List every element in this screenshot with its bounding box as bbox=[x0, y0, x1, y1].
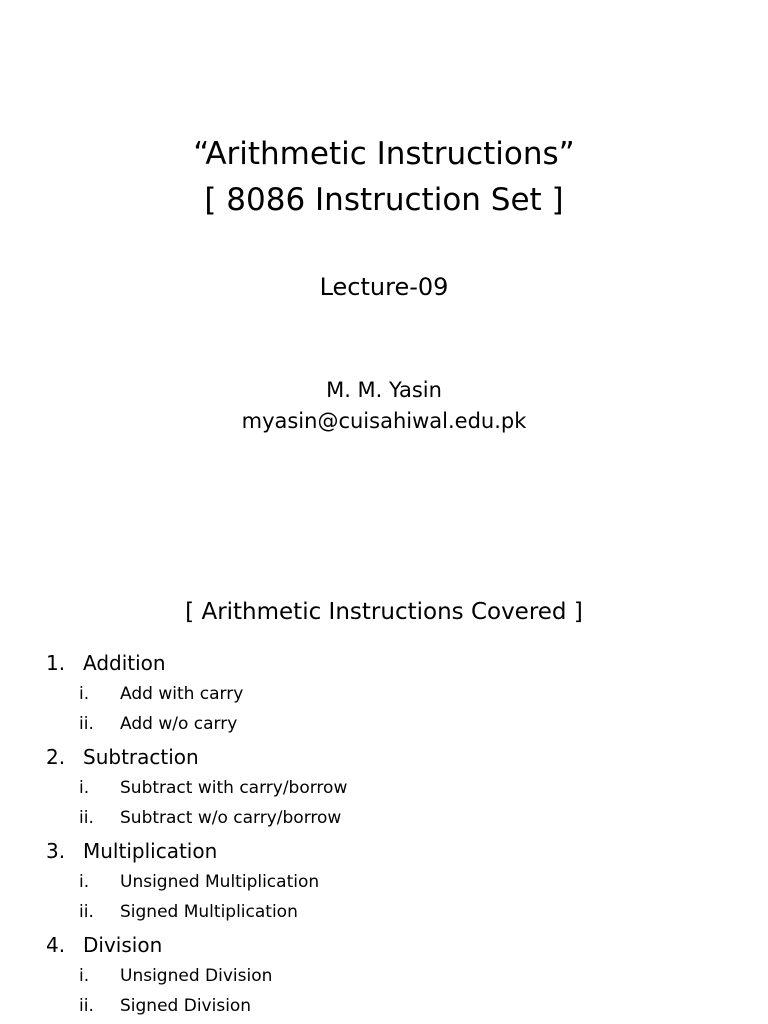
topic-label: Multiplication bbox=[83, 839, 218, 863]
subtopic-label: Subtract with carry/borrow bbox=[120, 778, 348, 798]
topic-label: Division bbox=[83, 933, 163, 957]
topic-number: 3. bbox=[46, 839, 66, 863]
subtopic-label: Unsigned Multiplication bbox=[120, 872, 320, 892]
subtopic-number: ii. bbox=[79, 902, 94, 922]
subtopic-number: ii. bbox=[79, 808, 94, 828]
author-email: myasin@cuisahiwal.edu.pk bbox=[241, 409, 527, 433]
slide-title-line-1: “Arithmetic Instructions” bbox=[193, 136, 575, 172]
subtopic-number: i. bbox=[79, 966, 90, 986]
subtopic-number: i. bbox=[79, 778, 90, 798]
subtopic-number: i. bbox=[79, 872, 90, 892]
topic-number: 2. bbox=[46, 745, 66, 769]
covered-heading: [ Arithmetic Instructions Covered ] bbox=[185, 599, 583, 625]
topic-label: Subtraction bbox=[83, 745, 199, 769]
author-block bbox=[0, 375, 768, 437]
subtopic-number: i. bbox=[79, 684, 90, 704]
topic-item bbox=[0, 929, 768, 1023]
lecture-number: Lecture-09 bbox=[319, 273, 449, 301]
topic-list bbox=[0, 647, 768, 1023]
subtopic-label: Unsigned Division bbox=[120, 966, 273, 986]
subtopic-label: Signed Division bbox=[120, 996, 252, 1016]
topic-item bbox=[0, 741, 768, 835]
subtopic-label: Add w/o carry bbox=[120, 714, 238, 734]
topic-number: 4. bbox=[46, 933, 66, 957]
subtopic-label: Add with carry bbox=[120, 684, 244, 704]
subtopic-number: ii. bbox=[79, 996, 94, 1016]
subtopic-label: Subtract w/o carry/borrow bbox=[120, 808, 342, 828]
topic-item bbox=[0, 835, 768, 929]
subtopic-number: ii. bbox=[79, 714, 94, 734]
topic-item bbox=[0, 647, 768, 741]
slide-title-line-2: [ 8086 Instruction Set ] bbox=[204, 182, 564, 218]
topic-label: Addition bbox=[83, 651, 166, 675]
subtopic-label: Signed Multiplication bbox=[120, 902, 298, 922]
topic-number: 1. bbox=[46, 651, 66, 675]
author-name: M. M. Yasin bbox=[326, 378, 442, 402]
